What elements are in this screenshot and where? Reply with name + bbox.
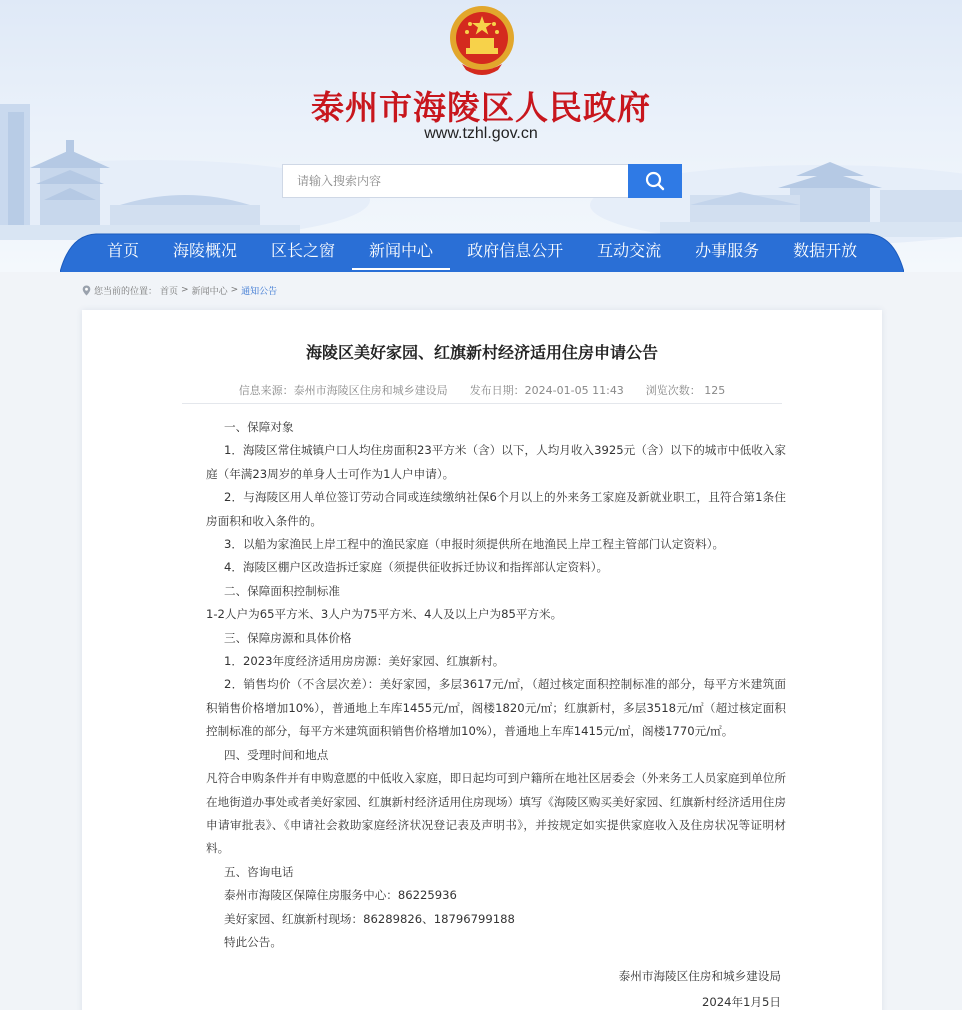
breadcrumb-prefix: 您当前的位置： xyxy=(94,286,158,297)
search-icon xyxy=(645,171,665,191)
article-paragraph: 一、保障对象 xyxy=(223,420,294,434)
breadcrumb xyxy=(82,283,277,297)
article-body xyxy=(206,416,786,954)
nav-items xyxy=(90,232,890,270)
article-paragraph: 特此公告。 xyxy=(223,934,282,949)
article-paragraph: 美好家园、红旗新村现场：86289826、18796799188 xyxy=(223,911,515,926)
search-input[interactable] xyxy=(283,165,629,197)
nav-item[interactable]: 政府信息公开 xyxy=(467,241,564,260)
breadcrumb-news-center[interactable]: 新闻中心 xyxy=(191,286,228,297)
article-paragraph: 1．海陵区常住城镇户口人均住房面积23平方米（含）以下，人均月收入3925元（含）以下的城市中低收入家庭（年满23周岁的单身人士可作为1人户申请）。 xyxy=(206,443,786,481)
site-domain: www.tzhl.gov.cn xyxy=(424,125,538,142)
article-paragraph: 三、保障房源和具体价格 xyxy=(223,630,352,645)
article-title: 海陵区美好家园、红旗新村经济适用住房申请公告 xyxy=(305,343,658,362)
article-date: 发布日期：2024-01-05 11:43 xyxy=(469,384,624,397)
article-paragraph: 泰州市海陵区保障住房服务中心：86225936 xyxy=(223,888,457,903)
article-paragraph: 1-2人户为65平方米、3人户为75平方米、4人及以上户为85平方米。 xyxy=(206,607,563,622)
article-meta xyxy=(182,382,782,404)
article-paragraph: 4．海陵区棚户区改造拆迁家庭（须提供征收拆迁协议和指挥部认定资料）。 xyxy=(223,560,609,575)
signature-org: 泰州市海陵区住房和城乡建设局 xyxy=(618,969,781,983)
breadcrumb-separator: > xyxy=(230,285,239,295)
nav-item[interactable]: 办事服务 xyxy=(695,241,760,260)
article-paragraph: 2．销售均价（不含层次差）：美好家园，多层3617元/㎡，（超过核定面积控制标准的部分，每平方米建筑面积销售价格增加10%），普通地上车库1455元/㎡，阁楼1820元/㎡；红旗新村，多层3518元/㎡（超过核定面积控制标准的部分，每平方米建筑面积销售价格增加10%），普通地上车库1415元/㎡，阁楼1770元/㎡。 xyxy=(206,677,786,739)
nav-item[interactable]: 互动交流 xyxy=(597,241,662,260)
search-bar xyxy=(282,164,682,198)
site-header xyxy=(0,0,962,272)
article-card xyxy=(82,310,882,1010)
nav-item[interactable]: 区长之窗 xyxy=(271,241,336,260)
article-paragraph: 四、受理时间和地点 xyxy=(223,747,329,762)
site-title: 泰州市海陵区人民政府 xyxy=(311,88,651,127)
national-emblem-icon xyxy=(448,4,516,78)
nav-item[interactable]: 新闻中心 xyxy=(352,232,450,270)
article-source: 信息来源：泰州市海陵区住房和城乡建设局 xyxy=(238,384,448,397)
main-navigation xyxy=(60,232,904,272)
nav-item[interactable]: 首页 xyxy=(107,241,140,260)
location-pin-icon xyxy=(82,285,91,296)
breadcrumb-separator: > xyxy=(181,285,189,295)
article-views: 浏览次数： 125 xyxy=(645,384,726,397)
article-paragraph: 2．与海陵区用人单位签订劳动合同或连续缴纳社保6个月以上的外来务工家庭及新就业职工，且符合第1条住房面积和收入条件的。 xyxy=(206,490,786,528)
breadcrumb-home[interactable]: 首页 xyxy=(160,286,179,297)
article-paragraph: 凡符合申购条件并有申购意愿的中低收入家庭，即日起均可到户籍所在地社区居委会（外来务工人员家庭到单位所在地街道办事处或者美好家园、红旗新村经济适用住房现场）填写《海陵区购买美好家园、红旗新村经济适用住房申请审批表》、《申请社会救助家庭经济状况登记表及声明书》，并按规定如实提供家庭收入及住房状况等证明材料。 xyxy=(206,771,786,856)
search-button[interactable] xyxy=(628,164,682,198)
signature-date: 2024年1月5日 xyxy=(701,995,781,1009)
article-paragraph: 1．2023年度经济适用房房源：美好家园、红旗新村。 xyxy=(223,654,505,669)
article-paragraph: 五、咨询电话 xyxy=(223,864,294,879)
article-paragraph: 3．以船为家渔民上岸工程中的渔民家庭（申报时须提供所在地渔民上岸工程主管部门认定资料）。 xyxy=(223,537,725,552)
article-paragraph: 二、保障面积控制标准 xyxy=(223,583,340,598)
breadcrumb-notices[interactable]: 通知公告 xyxy=(241,286,278,297)
nav-item[interactable]: 海陵概况 xyxy=(173,241,238,260)
nav-item[interactable]: 数据开放 xyxy=(793,241,858,260)
